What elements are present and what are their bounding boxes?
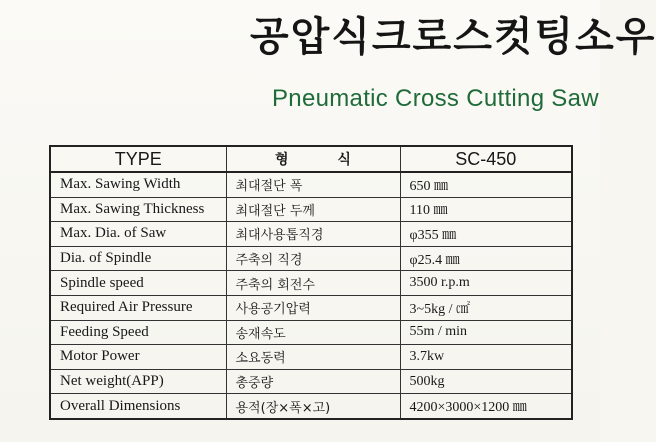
title-english: Pneumatic Cross Cutting Saw [272,85,599,112]
spec-name-ko: 주축의 회전수 [226,271,400,296]
spec-value: 3.7kw [400,345,572,370]
spec-name-en: Dia. of Spindle [50,246,226,271]
spec-name-ko: 주축의 직경 [226,246,400,271]
table-row [50,320,572,345]
spec-name-ko: 총중량 [226,369,400,394]
spec-value: 55m / min [400,320,572,345]
spec-value: φ355 ㎜ [400,222,572,247]
spec-name-en: Motor Power [50,345,226,370]
table-row [50,271,572,296]
table-row [50,295,572,320]
table-row [50,172,572,197]
column-header-type: TYPE [50,146,226,172]
spec-name-ko: 송재속도 [226,320,400,345]
table-row [50,369,572,394]
spec-name-ko: 소요동력 [226,345,400,370]
spec-name-ko: 최대절단 두께 [226,197,400,222]
spec-value: 3500 r.p.m [400,271,572,296]
spec-value: 500kg [400,369,572,394]
title-korean: 공압식크로스컷팅소우 [250,14,656,60]
table-row [50,197,572,222]
spec-name-en: Max. Sawing Thickness [50,197,226,222]
spec-value: 650 ㎜ [400,172,572,197]
spec-name-ko: 최대사용톱직경 [226,222,400,247]
table-row [50,394,572,419]
spec-name-ko: 최대절단 폭 [226,172,400,197]
spec-name-en: Max. Dia. of Saw [50,222,226,247]
spec-name-en: Required Air Pressure [50,295,226,320]
spec-value: φ25.4 ㎜ [400,246,572,271]
spec-name-en: Feeding Speed [50,320,226,345]
table-header-row [50,146,572,172]
column-header-kind: 형 식 [226,146,400,172]
spec-name-en: Spindle speed [50,271,226,296]
spec-name-en: Overall Dimensions [50,394,226,419]
spec-name-en: Max. Sawing Width [50,172,226,197]
spec-name-ko: 사용공기압력 [226,295,400,320]
table-row [50,246,572,271]
spec-name-ko: 용적(장×폭×고) [226,394,400,419]
spec-value: 4200×3000×1200 ㎜ [400,394,572,419]
spec-name-en: Net weight(APP) [50,369,226,394]
table-row [50,222,572,247]
spec-value: 3~5kg / ㎠ [400,295,572,320]
table-row [50,345,572,370]
spec-value: 110 ㎜ [400,197,572,222]
specification-table [49,145,573,420]
column-header-model: SC-450 [400,146,572,172]
